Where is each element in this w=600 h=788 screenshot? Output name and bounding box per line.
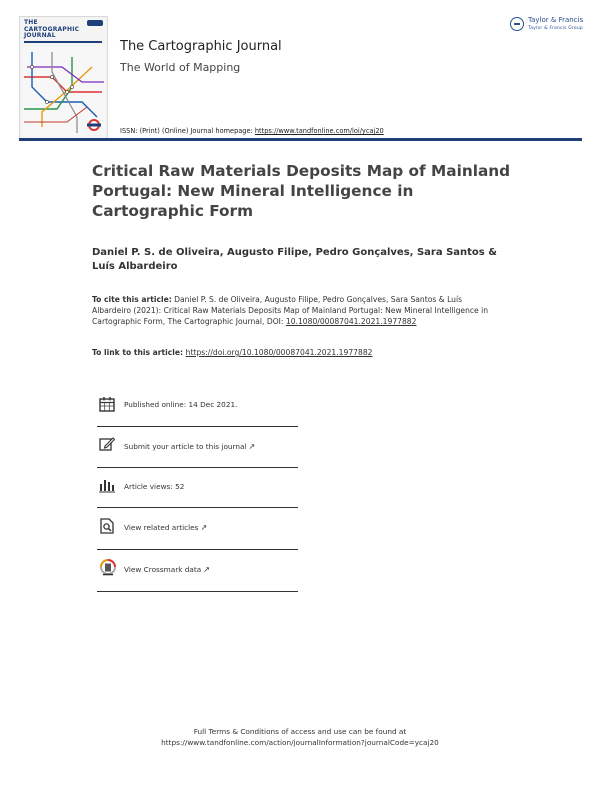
citation-text: Daniel P. S. de Oliveira, Augusto Filipe, Pedro Gonçalves, Sara Santos & Luís Albardeiro (2021): Critical Raw Materials Deposits Map of Mainland Portugal: New Mineral Intelligence in Cartographic Form, The Cartographic Journal, DOI: [92, 295, 489, 326]
external-link-icon: ↗ [248, 442, 256, 451]
citation-block [92, 294, 492, 327]
crossmark-link[interactable]: View Crossmark data [124, 565, 202, 574]
journal-subtitle: The World of Mapping [120, 61, 241, 74]
info-divider [97, 467, 298, 468]
article-authors: Daniel P. S. de Oliveira, Augusto Filipe, Pedro Gonçalves, Sara Santos & Luís Albardeiro [92, 247, 497, 272]
info-divider [97, 507, 298, 508]
footer [0, 726, 600, 748]
crossmark-icon [99, 559, 117, 577]
article-views-row [97, 477, 298, 497]
article-link-block [92, 348, 512, 357]
cover-map-illustration [22, 47, 105, 135]
edit-icon [99, 436, 115, 452]
journal-cover-image [19, 16, 108, 139]
related-articles-row[interactable] [97, 518, 298, 538]
publisher-tagline: Taylor & Francis Group [528, 26, 583, 31]
footer-terms-link[interactable]: https://www.tandfonline.com/action/journalInformation?journalCode=ycaj20 [161, 738, 439, 747]
info-divider [97, 426, 298, 427]
issn-label: ISSN: (Print) (Online) Journal homepage: [120, 127, 255, 135]
external-link-icon: ↗ [200, 523, 208, 532]
document-search-icon [99, 518, 115, 534]
citation-label: To cite this article: [92, 295, 172, 304]
published-row [97, 396, 298, 416]
cover-divider [24, 41, 102, 43]
publisher-logo-icon [510, 17, 524, 31]
crossmark-row[interactable] [97, 559, 298, 581]
calendar-icon [99, 396, 115, 412]
issn-line [120, 127, 384, 135]
footer-terms-text: Full Terms & Conditions of access and use can be found at [193, 727, 407, 736]
journal-title: The Cartographic Journal [120, 39, 282, 54]
article-doi-url-link[interactable]: https://doi.org/10.1080/00087041.2021.1977882 [185, 348, 373, 357]
publisher-name: Taylor & Francis [528, 16, 584, 24]
bar-chart-icon [99, 477, 115, 493]
external-link-icon: ↗ [203, 565, 210, 574]
publisher-logo [510, 16, 585, 36]
journal-homepage-link[interactable]: https://www.tandfonline.com/loi/ycaj20 [254, 127, 384, 135]
submit-article-link[interactable]: Submit your article to this journal [124, 442, 247, 451]
header-divider [19, 138, 582, 141]
info-divider [97, 549, 298, 550]
related-articles-link[interactable]: View related articles [124, 523, 199, 532]
article-title: Critical Raw Materials Deposits Map of Mainland Portugal: New Mineral Intelligence in Cartographic Form [92, 162, 511, 220]
article-link-label: To link to this article: [92, 348, 186, 357]
published-date: Published online: 14 Dec 2021. [124, 400, 238, 409]
cover-title: THE CARTOGRAPHIC JOURNAL [24, 19, 80, 39]
info-divider [97, 591, 298, 592]
citation-doi-link[interactable]: 10.1080/00087041.2021.1977882 [285, 317, 417, 326]
cover-publisher-mark [87, 20, 103, 26]
submit-article-row[interactable] [97, 436, 298, 456]
article-views-count: Article views: 52 [124, 482, 185, 491]
